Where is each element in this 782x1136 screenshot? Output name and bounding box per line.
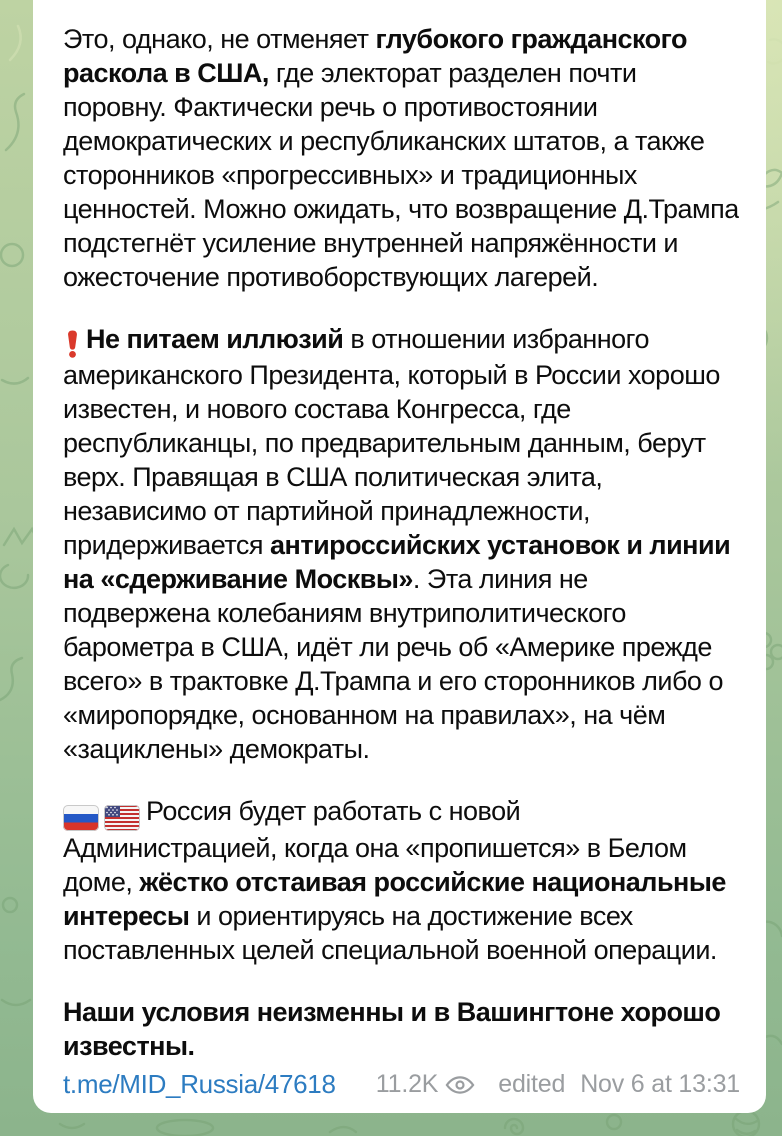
message-text — [63, 22, 739, 1061]
us-flag-emoji — [104, 805, 140, 831]
timestamp: Nov 6 at 13:31 — [580, 1070, 740, 1098]
edited-label: edited — [498, 1070, 566, 1098]
views-count: 11.2K — [375, 1070, 439, 1098]
bold-text-run: жёстко отстаивая российские национальные интересы — [63, 867, 726, 932]
text-run: где электорат разделен почти поровну. Фактически речь о противостоянии демократических и республиканских штатов, а также сторонников «прогрессивных» и традиционных ценностей. Можно ожидать, что возвращение Д.Трампа подстегнёт усиление внутренней напряжённости и ожесточение противоборствующих лагерей. — [63, 58, 739, 292]
message-meta — [376, 1070, 740, 1099]
text-run: в отношении избранного американского Президента, который в России хорошо известен, и нового состава Конгресса, где республиканцы, по предварительным данным, берут верх. Правящая в США политическая элита, независимо от партийной принадлежности, придерживается — [63, 324, 720, 561]
message-bubble — [33, 0, 766, 1113]
bold-text-run: Наши условия неизменны и в Вашингтоне хорошо известны. — [63, 997, 721, 1061]
bold-text-run: глубокого гражданского раскола в США, — [63, 24, 688, 88]
text-run: Россия будет работать с новой Администрацией, когда она «пропишется» в Белом доме, — [63, 796, 687, 898]
post-link[interactable]: t.me/MID_Russia/47618 — [63, 1069, 336, 1099]
message-paragraph — [63, 322, 739, 766]
message-paragraph — [63, 794, 739, 967]
exclamation-emoji — [65, 329, 80, 358]
text-run: и ориентируясь на достижение всех поставленных целей специальной военной операции. — [63, 901, 717, 966]
bold-text-run: антироссийских установок и линии на «сдерживание Москвы» — [63, 530, 731, 595]
views-eye-icon — [445, 1074, 475, 1096]
russia-flag-emoji — [63, 805, 99, 831]
message-paragraph — [63, 22, 739, 294]
text-run: . Эта линия не подвержена колебаниям внутриполитического барометра в США, идёт ли речь об «Америке прежде всего» в трактовке Д.Трампа и его сторонников либо о «миропорядке, основанном на правилах», на чём «зациклены» демократы. — [63, 564, 723, 765]
bold-text-run: Не питаем иллюзий — [86, 324, 344, 354]
message-footer — [63, 1069, 740, 1100]
message-paragraph — [63, 995, 739, 1061]
text-run: Это, однако, не отменяет — [63, 24, 376, 54]
